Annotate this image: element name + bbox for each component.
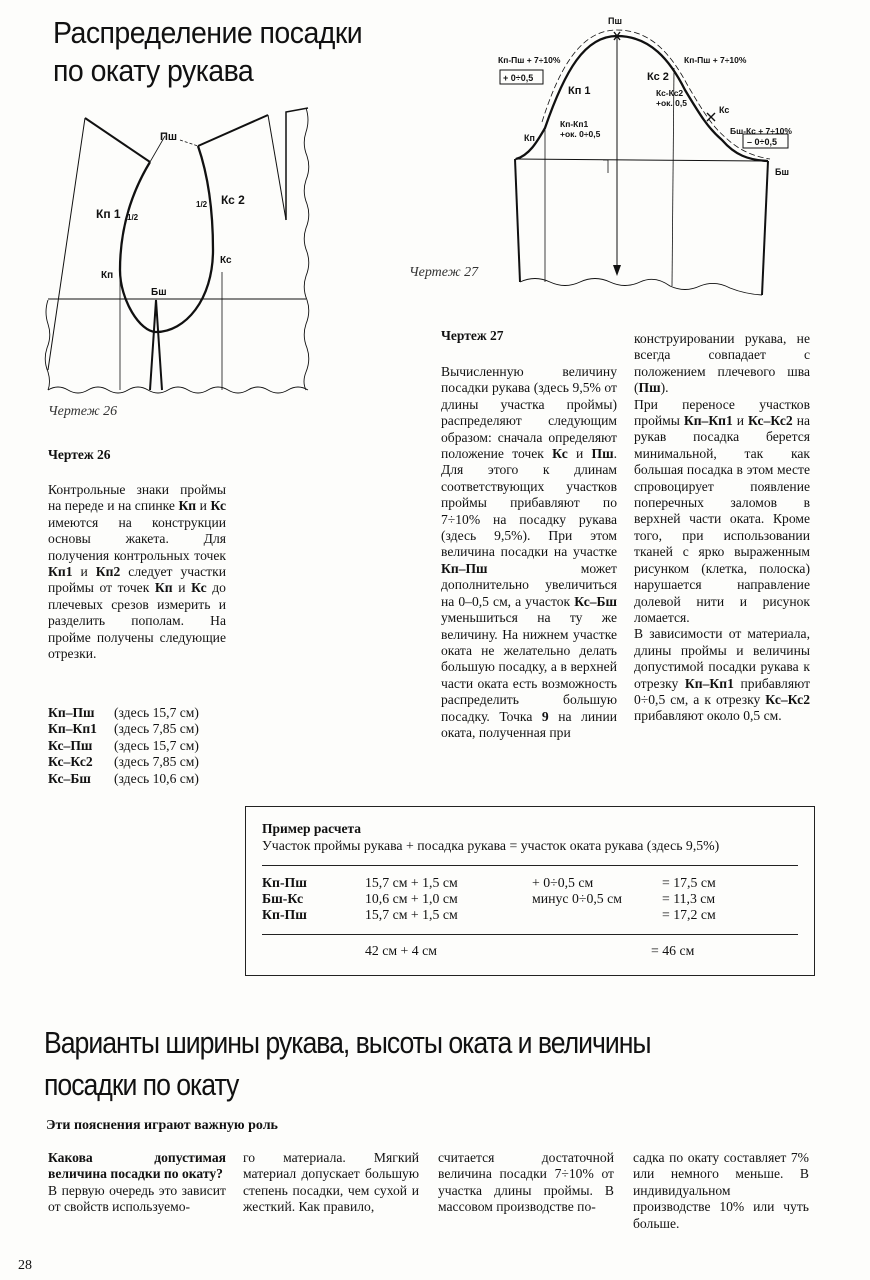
label-right-formula: Кп-Пш + 7÷10% bbox=[684, 55, 747, 65]
segment-row: Кс–Бш (здесь 10,6 см) bbox=[48, 770, 199, 786]
figure-26-armhole-drawing bbox=[30, 100, 330, 400]
drawing-26-text: Контрольные знаки проймы на переде и на спинке Кп и Кс имеются на конструкции основы жакета. Для получения контрольных точек Кп1 и Кп2 следует участки проймы от точек Кп и Кс до плечевых срезов измерить и разделить пополам. На пройме получены следующие отрезки. bbox=[48, 482, 227, 662]
section-2-column-2 bbox=[243, 1150, 419, 1216]
sleeve-cap-diagram bbox=[490, 10, 830, 300]
section-2-column-3 bbox=[438, 1150, 614, 1216]
calc-formula: Участок проймы рукава + посадка рукава = участок оката рукава (здесь 9,5%) bbox=[262, 838, 720, 853]
label-bsh: Бш bbox=[775, 167, 789, 177]
armhole-diagram bbox=[30, 100, 330, 400]
drawing-27-text-p2: При переносе участков проймы Кп–Кп1 и Кс–Кс2 на рукав посадка берется минимальной, так как большая посадка в этом месте спровоцирует появление поперечных заломов в верхней части оката. Кроме того, при использовании тканей с ярко выраженным рисунком (клетка, полоска) нарушается направление долевой нити и рисунок ломается. bbox=[634, 396, 810, 625]
drawing-27-column-1 bbox=[441, 364, 617, 741]
section-2-column-4 bbox=[633, 1150, 809, 1232]
label-kp: Кп bbox=[524, 133, 535, 143]
drawing-27-column-2 bbox=[634, 331, 810, 725]
drawing-26-paragraph bbox=[48, 482, 226, 662]
label-kp-kp1: Кп-Кп1 bbox=[560, 119, 589, 129]
label-psh: Пш bbox=[160, 131, 178, 143]
drawing-27-heading: Чертеж 27 bbox=[441, 328, 504, 343]
figure-27-sleeve-drawing bbox=[490, 10, 830, 300]
label-ks: Кс bbox=[220, 255, 232, 266]
label-kp1: Кп 1 bbox=[568, 85, 591, 97]
label-psh: Пш bbox=[608, 16, 622, 26]
label-half-left: 1/2 bbox=[127, 213, 139, 222]
label-bsh-ks-formula: Бш-Кс + 7÷10% bbox=[730, 126, 792, 136]
calc-table bbox=[262, 875, 716, 923]
table-row: Кп-Пш 15,7 см + 1,5 см + 0÷0,5 см = 17,5 см bbox=[262, 875, 716, 890]
answer-text-2: го материала. Мягкий материал допускает большую степень посадки, чем сухой и жесткий. Как правило, bbox=[243, 1150, 419, 1215]
answer-text-4: садка по окату составляет 7% или немного меньше. В индивидуальном производстве 10% или чуть больше. bbox=[633, 1150, 809, 1231]
section-2-title-line1: Варианты ширины рукава, высоты оката и величины bbox=[44, 1025, 651, 1060]
segment-row: Кс–Пш (здесь 15,7 см) bbox=[48, 737, 199, 753]
figure-27-caption: Чертеж 27 bbox=[409, 265, 479, 280]
segment-row: Кп–Пш (здесь 15,7 см) bbox=[48, 705, 199, 720]
label-ks: Кс bbox=[719, 105, 730, 115]
section-2-subtitle: Эти пояснения играют важную роль bbox=[46, 1118, 278, 1133]
label-ks2: Кс 2 bbox=[647, 71, 669, 83]
answer-text-1: В первую очередь это зависит от свойств используемо- bbox=[48, 1182, 226, 1215]
drawing-27-text-col1: Вычисленную величину посадки рукава (здесь 9,5% от длины участка проймы) распределяют следующим образом: сначала определяют положение точек Кс и Пш. Для этого к длинам соответствующих участков проймы прибавляют по 7÷10% на посадку рукава (здесь 9,5%). При этом величина посадки на участке Кп–Пш может дополнительно увеличиться на 0–0,5 см, а участок Кс–Бш уменьшиться на ту же величину. На нижнем участке оката не желательно делать большую посадку, а в верхней части оката есть возможность распределить большую посадку. Точка 9 на линии оката, полученная при bbox=[441, 364, 617, 740]
label-right-box: – 0÷0,5 bbox=[747, 137, 777, 147]
drawing-27-text-p1: конструировании рукава, не всегда совпадает с положением плечевого шва (Пш). bbox=[634, 331, 810, 396]
table-row: Бш-Кс 10,6 см + 1,0 см минус 0÷0,5 см = 11,3 см bbox=[262, 891, 716, 906]
label-kp-kp1-add: +ок. 0÷0,5 bbox=[560, 129, 601, 139]
figure-26-caption: Чертеж 26 bbox=[48, 404, 118, 419]
page-number: 28 bbox=[18, 1258, 32, 1273]
label-kp: Кп bbox=[101, 270, 114, 281]
segment-row: Кп–Кп1 (здесь 7,85 см) bbox=[48, 721, 199, 737]
question-heading: Какова допустимая величина посадки по окату? bbox=[48, 1150, 226, 1182]
section-title-line1: Распределение посадки bbox=[53, 15, 363, 50]
calc-title: Пример расчета bbox=[262, 821, 361, 836]
label-kp1: Кп 1 bbox=[96, 207, 121, 221]
label-left-box: + 0÷0,5 bbox=[503, 73, 534, 83]
label-ks2: Кс 2 bbox=[221, 193, 245, 207]
label-ks-ks2-add: +ок. 0,5 bbox=[656, 98, 687, 108]
drawing-26-heading: Чертеж 26 bbox=[48, 447, 111, 462]
answer-text-3: считается достаточной величина посадки 7÷10% от участка длины проймы. В массовом производстве по- bbox=[438, 1150, 614, 1215]
label-ks-ks2: Кс-Кс2 bbox=[656, 88, 684, 98]
section-2-title-line2: посадки по окату bbox=[44, 1067, 239, 1102]
label-left-formula: Кп-Пш + 7÷10% bbox=[498, 55, 561, 65]
divider bbox=[262, 934, 798, 935]
section-title bbox=[53, 14, 362, 90]
label-bsh: Бш bbox=[151, 287, 167, 298]
label-half-right: 1/2 bbox=[196, 200, 208, 209]
calc-total-result: = 46 см bbox=[651, 943, 695, 958]
calculation-example-box bbox=[245, 806, 815, 976]
armhole-segments-list bbox=[48, 705, 248, 787]
divider bbox=[262, 865, 798, 866]
section-title-line2: по окату рукава bbox=[53, 53, 254, 88]
drawing-27-text-p3: В зависимости от материала, длины проймы и величины допустимой посадки рукава к отрезку Кп–Кп1 прибавляют 0÷0,5 см, а к отрезку Кс–Кс2 прибавляют около 0,5 см. bbox=[634, 626, 811, 724]
calc-total-base: 42 см + 4 см bbox=[365, 943, 437, 958]
segment-row: Кс–Кс2 (здесь 7,85 см) bbox=[48, 754, 199, 770]
section-2-column-1 bbox=[48, 1150, 226, 1216]
section-2-title bbox=[44, 1022, 651, 1106]
table-row: Кп-Пш 15,7 см + 1,5 см = 17,2 см bbox=[262, 907, 716, 922]
